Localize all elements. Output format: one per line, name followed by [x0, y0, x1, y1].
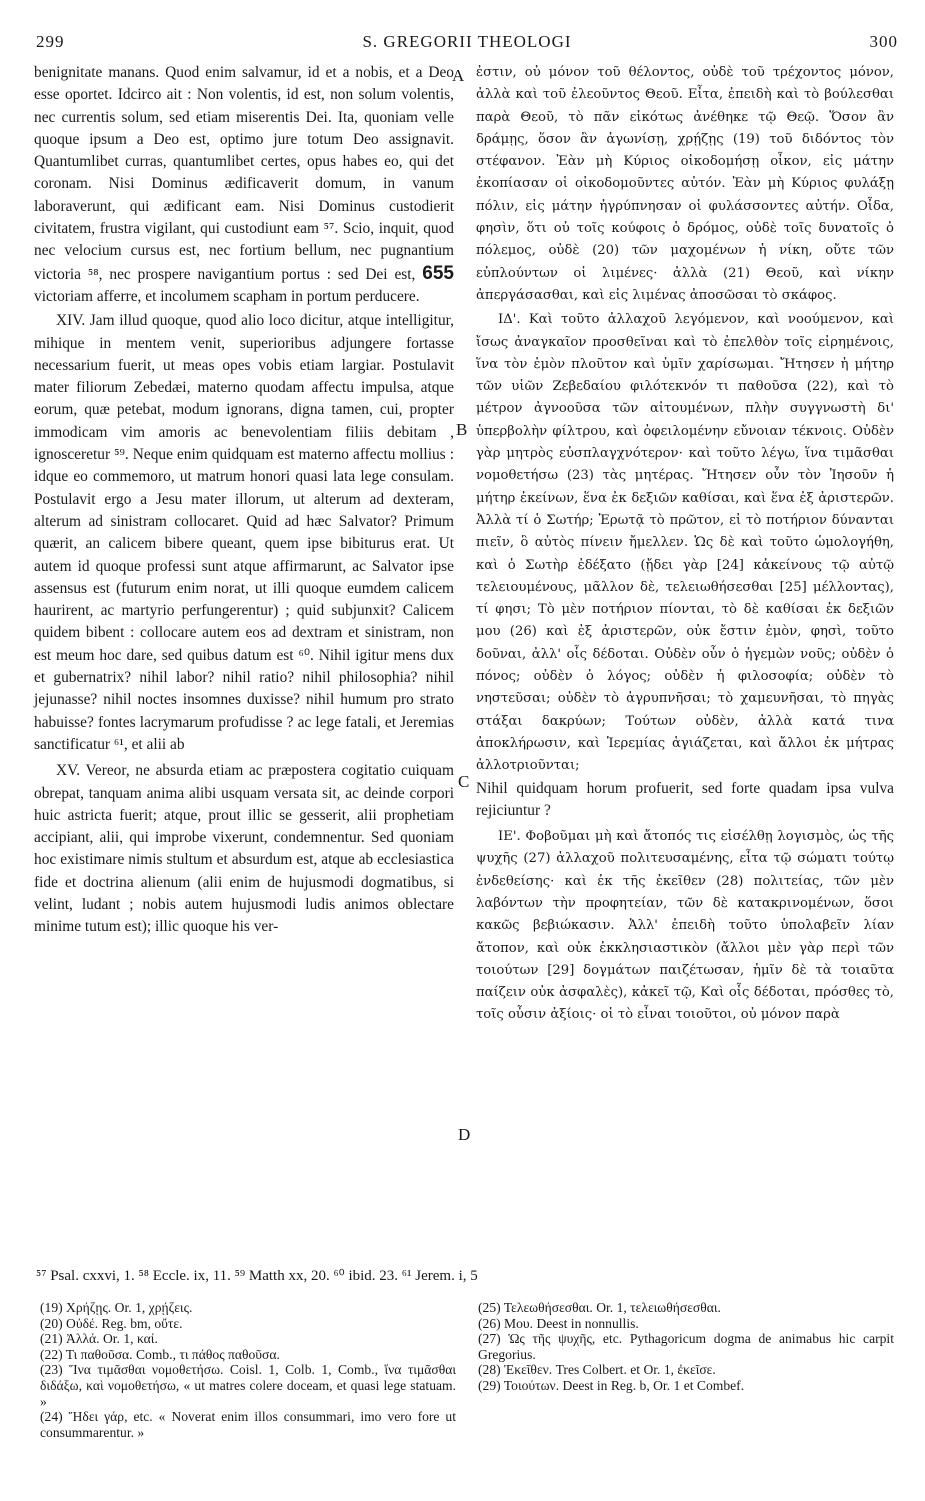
greek-intro: ἐστιν, οὐ μόνον τοῦ θέλοντος, οὐδὲ τοῦ τρέχοντος μόνον, ἀλλὰ καὶ τοῦ ἐλεοῦντος Θεοῦ. Εἶτα, ἐπειδὴ καὶ τὸ βούλεσθαι παρὰ Θεοῦ, τὸ πᾶν εἰκότως ἀνέθηκε τῷ Θεῷ. Ὅσον ἂν δράμῃς, ὅσον ἂν ἀγωνίσῃ, χρῄζῃς (19) τοῦ διδόντος τὸν στέφανον. Ἐὰν μὴ Κύριος οἰκοδομήσῃ οἶκον, εἰς μάτην ἐκοπίασαν οἱ οἰκοδομοῦντες αὐτόν. Ἐὰν μὴ Κύριος φυλάξῃ πόλιν, εἰς μάτην ἠγρύπνησαν οἱ φυλάσσοντες αὐτήν. Οἶδα, φησὶν, ὅτι οὐ τοῖς κούφοις ὁ δρόμος, οὐδὲ τοῖς δυνατοῖς ὁ πόλεμος, οὐδὲ (20) τῶν μαχομένων ἡ νίκη, οὔτε τῶν εὐπλούντων οἱ λιμένες· ἀλλὰ (21) Θεοῦ, καὶ νίκην ἀπεργάσασθαι, καὶ εἰς λιμένας ἀποσῶσαι τὸ σκάφος. — [476, 65, 894, 303]
note: (27) Ὡς τῆς ψυχῆς, etc. Pythagoricum dogma de animabus hic carpit Gregorius. — [478, 1331, 894, 1362]
page-number-left: 299 — [36, 32, 65, 51]
note: (19) Χρήζῃς. Or. 1, χρῄζεις. — [40, 1300, 193, 1315]
scripture-references: ⁵⁷ Psal. cxxvi, 1. ⁵⁸ Eccle. ix, 11. ⁵⁹ Matth xx, 20. ⁶⁰ ibid. 23. ⁶¹ Jerem. i, 5 — [36, 1268, 478, 1284]
latin-section-14: XIV. Jam illud quoque, quod alio loco dicitur, atque intelligitur, mihique in mentem venit, superioribus adjungere fortasse necessarium fuerit, ut meas opes vobis etiam largiar. Postulavit mater filiorum Zebedæi, materno quodam affectu impulsa, atque eorum, quæ petebat, modum ignorans, digna tamen, cui, propter immodicam vim amoris ac benevolentiam filiis debitam , ignosceretur ⁵⁹. Neque enim quidquam est materno affectu mollius : idque eo commemoro, ut matrum honori quasi lata lege consulam. Postulavit ergo a Jesu mater illorum, ut alterum ad dexteram, alterum ad sinistram collocaret. Quid ad hæc Salvator? Primum quærit, an calicem bibere queant, quem ipse bibiturus erat. Ut autem id quoque professi sunt atque affirmarunt, ac Salvator ipse assensus est (futurum enim norat, ut illi quoque eumdem calicem haurirent, ac martyrio perfungerentur) ; quid subjunxit? Calicem quidem bibent : collocare autem eos ad dextram et sinistram, non est meum hoc dare, sed quibus datum est ⁶⁰. Nihil igitur mens dux et gubernatrix? nihil labor? nihil ratio? nihil philosophia? nihil jejunasse? nihil noctes insomnes duxisse? nihil humum pro strato habuisse? fontes lacrymarum profudisse ? ac lege fatali, et Jeremias sanctificatur ⁶¹, et alii ab — [34, 312, 454, 753]
latin-intro — [34, 62, 454, 308]
margin-letter-b: B — [456, 420, 468, 439]
note: (24) Ἤδει γάρ, etc. « Noverat enim illos consummari, imo vero fore ut consummarentur. » — [40, 1409, 456, 1440]
margin-letter-d: D — [458, 1125, 471, 1144]
critical-notes-left — [40, 1300, 456, 1440]
note: (22) Τι παθοῦσα. Comb., τι πάθος παθοῦσα. — [40, 1346, 280, 1362]
column-marker: 655 — [422, 262, 454, 284]
note: (28) Ἐκεῖθεν. Tres Colbert. et Or. 1, ἐκεῖσε. — [478, 1362, 716, 1378]
margin-letter-c: C — [458, 772, 470, 791]
critical-notes-right — [478, 1300, 894, 1394]
margin-letter-a: A — [452, 66, 465, 85]
note: (26) Μου. Deest in nonnullis. — [478, 1315, 639, 1331]
latin-intro-text: benignitate manans. Quod enim salvamur, id et a nobis, et a Deo esse oportet. Idcirco ait : Non volentis, id est, non solum volentis, nec currentis solum, sed etiam miserentis Dei. Ita, quoniam velle quoque ipsum a Deo est, optimo jure totum Deo assignavit. Quantumlibet curras, quantumlibet certes, opus habes eo, qui det coronam. Nisi Dominus ædificaverit domum, in vanum laboraverunt, qui ædificant eam. Nisi Dominus custodierit civitatem, frustra vigilant, qui custodiunt eam ⁵⁷. Scio, inquit, quod nec velocium cursus est, nec fortium bellum, nec pugnantium victoria ⁵⁸, nec prospere navigantium portus : sed Dei est, — [34, 64, 454, 283]
latin-intro-end: victoriam afferre, et incolumem scapham in portum perducere. — [34, 287, 420, 305]
note: (20) Οὐδέ. Reg. bm, οὔτε. — [40, 1315, 183, 1331]
page-number-right: 300 — [869, 32, 898, 51]
running-header — [36, 32, 898, 58]
note: (21) Ἀλλά. Or. 1, καί. — [40, 1331, 158, 1347]
note: (29) Τοιούτων. Deest in Reg. b, Or. 1 et Combef. — [478, 1377, 745, 1393]
greek-column — [476, 62, 894, 1027]
greek-section-14: ΙΔ'. Καὶ τοῦτο ἀλλαχοῦ λεγόμενον, καὶ νοούμενον, καὶ ἴσως ἀναγκαῖον προσθεῖναι καὶ τὸ ἐπελθὸν τοῖς εἰρημένοις, ἵνα τὸν ἐμὸν πλοῦτον καὶ ὑμῖν χαρίσωμαι. Ἤτησεν ἡ μήτηρ τῶν υἱῶν Ζεβεδαίου φιλότεκνόν τι παθοῦσα (22), καὶ τὸ μέτρον ἀγνοοῦσα τῶν αἰτουμένων, πλὴν συγγνωστὴ δι' ὑπερβολὴν φίλτρου, καὶ ὀφειλομένην εὔνοιαν τέκνοις. Οὐδὲν γὰρ μητρὸς εὐσπλαγχνότερον· καὶ τοῦτο λέγω, ἵνα τιμᾶσθαι νομοθετήσω (23) τὰς μητέρας. Ἤτησεν οὖν τὸν Ἰησοῦν ἡ μήτηρ ἐκείνων, ἕνα ἐκ δεξιῶν καθίσαι, καὶ ἕνα ἐξ ἀριστερῶν. Ἀλλὰ τί ὁ Σωτήρ; Ἐρωτᾷ τὸ πρῶτον, εἰ τὸ ποτήριον δύνανται πιεῖν, ὃ αὐτὸς πίνειν ἤμελλεν. Ὡς δὲ καὶ τοῦτο ὡμολογήθη, καὶ ὁ Σωτὴρ ἐδέξατο (ᾔδει γὰρ [24] κἀκείνους τῷ αὐτῷ τελειουμένους, μᾶλλον δὲ, τελειωθήσεσθαι [25] μέλλοντας), τί φησι; Τὸ μὲν ποτήριον πίονται, τὸ δὲ καθίσαι ἐκ δεξιῶν μου (26) καὶ ἐξ ἀριστερῶν, οὐκ ἔστιν ἐμὸν, φησὶ, τοῦτο δοῦναι, ἀλλ' οἷς δέδοται. Οὐδὲν οὖν ὁ ἡγεμὼν νοῦς; οὐδὲν ὁ πόνος; οὐδὲν ὁ λόγος; οὐδὲν ἡ φιλοσοφία; οὐδὲν τὸ νηστεῦσαι; οὐδὲν τὸ ἀγρυπνῆσαι; τὸ χαμευνῆσαι, τὸ πηγὰς στάξαι δακρύων; Τούτων οὐδὲν, ἀλλὰ κατά τινα ἀποκλήρωσιν, καὶ Ἱερεμίας ἁγιάζεται, καὶ ἄλλοι ἐκ μήτρας ἀλλοτριοῦνται; — [476, 312, 894, 774]
note: (23) Ἵνα τιμᾶσθαι νομοθετήσω. Coisl. 1, Colb. 1, Comb., ἵνα τιμᾶσθαι διδάξω, καὶ νομοθετήσω, « ut matres colere doceam, et quasi lege statuam. » — [40, 1362, 456, 1409]
note: (25) Τελεωθήσεσθαι. Or. 1, τελειωθήσεσθαι. — [478, 1300, 721, 1315]
running-title: S. GREGORII THEOLOGI — [362, 32, 572, 51]
greek-section-15: ΙΕ'. Φοβοῦμαι μὴ καὶ ἄτοπός τις εἰσέλθῃ λογισμὸς, ὡς τῆς ψυχῆς (27) ἀλλαχοῦ πολιτευσαμένης, εἶτα τῷ σώματι τούτῳ ἐνδεθείσης· καὶ ἐκ τῆς ἐκεῖθεν (28) πολιτείας, τῶν μὲν λαβόντων τὴν προφητείαν, τῶν δὲ κατακρινομένων, ὅσοι κακῶς βεβιώκασιν. Ἀλλ' ἐπειδὴ τοῦτο ὑπολαβεῖν λίαν ἄτοπον, καὶ οὐκ ἐκκλησιαστικὸν (ἄλλοι μὲν γὰρ περὶ τῶν τοιούτων [29] δογμάτων παιζέτωσαν, ἡμῖν δὲ τὰ τοιαῦτα παίζειν οὐκ ἀσφαλὲς), κἀκεῖ τῷ, Καὶ οἷς δέδοται, πρόσθες τὸ, τοῖς οὖσιν ἀξίοις· οἱ τὸ εἶναι τοιοῦτοι, οὐ μόνον παρὰ — [476, 829, 894, 1023]
latin-column — [34, 62, 454, 939]
latin-bridge-line: Nihil quidquam horum profuerit, sed forte quadam ipsa vulva rejiciuntur ? — [476, 779, 894, 819]
latin-section-15: XV. Vereor, ne absurda etiam ac præpostera cogitatio cuiquam obrepat, tanquam anima alibi usquam versata sit, ac deinde corpori huic astricta fuerit; atque, prout illic se gesserit, alii prophetiam accipiant, alii, qui improbe vixerunt, condemnentur. Sed quoniam hoc existimare nimis stultum et absurdum est, atque ab ecclesiastica fide et doctrina alienum (alii enim de hujusmodi dogmatibus, si velint, ludant ; nobis autem hujusmodi ludis animos oblectare minime tutum est); illic quoque his ver- — [34, 762, 454, 936]
